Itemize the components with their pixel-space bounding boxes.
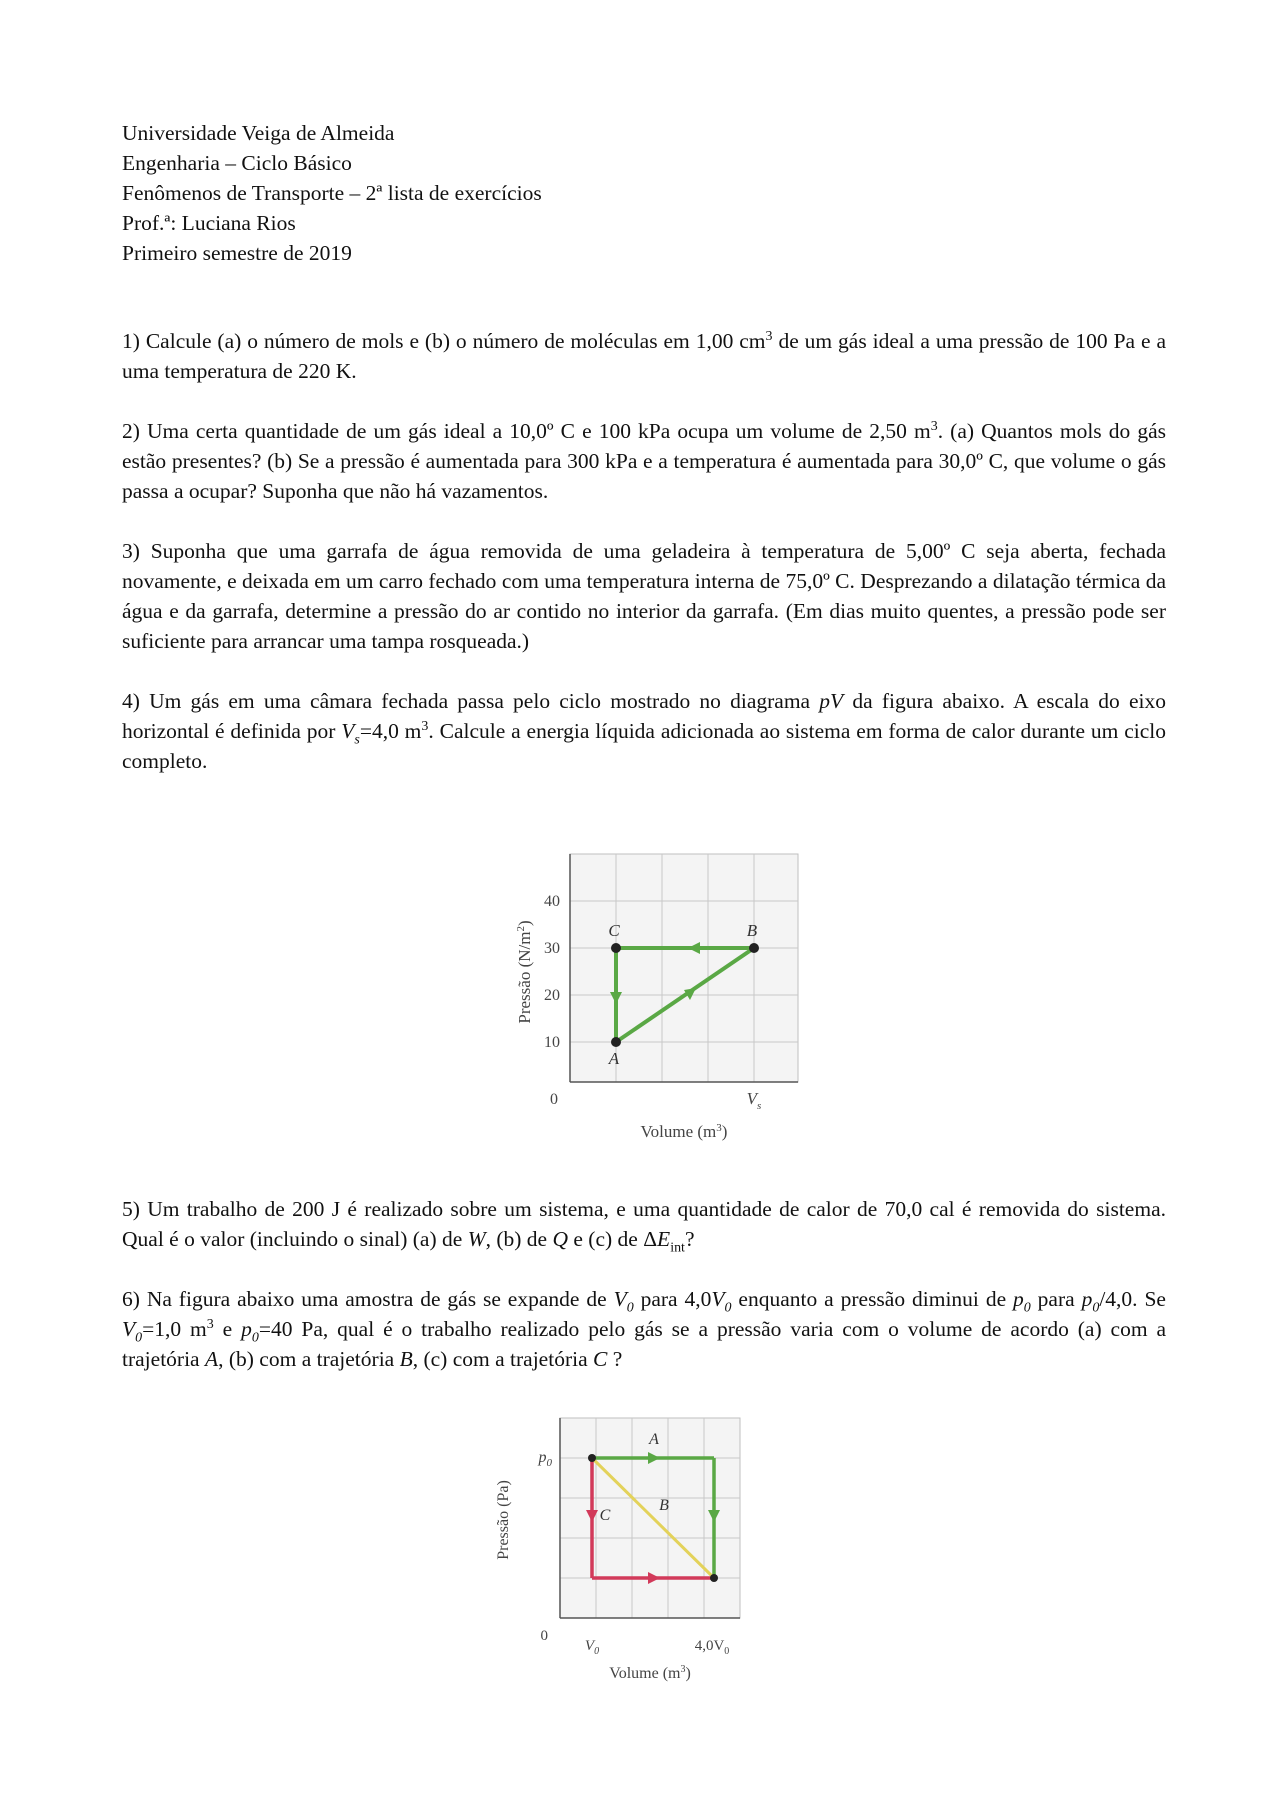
point-c-label: C bbox=[608, 921, 620, 940]
header-subject: Fenômenos de Transporte – 2ª lista de exercícios bbox=[122, 181, 542, 205]
y-axis-label: Pressão $(N/m^2)$ bbox=[515, 920, 534, 1024]
x-axis-label: Volume $(m^3)$ bbox=[640, 1122, 728, 1141]
document-page-lower bbox=[122, 1194, 1166, 1374]
point-b-marker bbox=[749, 943, 759, 953]
plot-area bbox=[570, 854, 798, 1082]
y-tick-10: 10 bbox=[544, 1034, 560, 1051]
x-tick-4v0: $4,0V_0$ bbox=[694, 1638, 730, 1657]
point-b-label: B bbox=[746, 921, 758, 940]
exercise-3: 3) Suponha que uma garrafa de água removida de uma geladeira à temperatura de 5,00º C seja aberta, fechada novamente, e deixada em um carro fechado com uma temperatura interna de 75,0º C. Desprezando a dilatação térmica da água e da garrafa, determine a pressão do ar contido no interior da garrafa. (Em dias muito quentes, a pressão pode ser suficiente para arrancar uma tampa rosqueada.) bbox=[122, 539, 1166, 653]
end-point-marker bbox=[710, 1574, 718, 1582]
header-university: Universidade Veiga de Almeida bbox=[122, 121, 395, 145]
exercise-6: 6) Na figura abaixo uma amostra de gás se expande de $V_0$ para $4,0V_0$ enquanto a pressão diminui de $p_0$ para $p_0/4,0$. Se $V_0=1,0$ $m^3$ e $p_0=40$ Pa, qual é o trabalho realizado pelo gás se a pressão varia com o volume de acordo (a) com a trajetória A, (b) com a trajetória B, (c) com a trajetória C ? bbox=[122, 1287, 1166, 1371]
document-header bbox=[122, 118, 1166, 268]
header-course: Engenharia – Ciclo Básico bbox=[122, 151, 352, 175]
pv-cycle-diagram bbox=[500, 832, 840, 1152]
header-semester: Primeiro semestre de 2019 bbox=[122, 241, 352, 265]
x-axis-label: Volume $(m^3)$ bbox=[609, 1664, 691, 1682]
y-tick-40: 40 bbox=[544, 893, 560, 910]
path-a-label: A bbox=[649, 1431, 659, 1448]
y-tick-20: 20 bbox=[544, 987, 560, 1004]
figure-paths bbox=[480, 1410, 770, 1700]
x-tick-0: 0 bbox=[540, 1628, 548, 1644]
x-tick-0: 0 bbox=[550, 1091, 558, 1108]
figure-pv-cycle bbox=[500, 832, 840, 1152]
paths-diagram bbox=[480, 1410, 770, 1700]
header-professor: Prof.ª: Luciana Rios bbox=[122, 211, 296, 235]
exercise-5: 5) Um trabalho de 200 J é realizado sobre um sistema, e uma quantidade de calor de 70,0 cal é removida do sistema. Qual é o valor (incluindo o sinal) (a) de W, (b) de Q e (c) de $\Delta E_{int}$? bbox=[122, 1197, 1166, 1256]
y-tick-p0: $p_0$ bbox=[538, 1449, 552, 1469]
path-c-label: C bbox=[599, 1507, 611, 1524]
exercise-4: 4) Um gás em uma câmara fechada passa pelo ciclo mostrado no diagrama pV da figura abaixo. A escala do eixo horizontal é definida por $V_s=4,0$ $m^3$. Calcule a energia líquida adicionada ao sistema em forma de calor durante um ciclo completo. bbox=[122, 689, 1166, 773]
y-axis-label: Pressão (Pa) bbox=[495, 1480, 512, 1560]
y-tick-30: 30 bbox=[544, 940, 560, 957]
point-c-marker bbox=[611, 943, 621, 953]
exercise-2: 2) Uma certa quantidade de um gás ideal a 10,0º C e 100 kPa ocupa um volume de 2,50 $m^3$. (a) Quantos mols do gás estão presentes? (b) Se a pressão é aumentada para 300 kPa e a temperatura é aumentada para 30,0º C, que volume o gás passa a ocupar? Suponha que não há vazamentos. bbox=[122, 418, 1167, 503]
start-point-marker bbox=[588, 1454, 596, 1462]
x-tick-vs: $V_s$ bbox=[746, 1089, 762, 1112]
exercise-1: 1) Calcule (a) o número de mols e (b) o número de moléculas em 1,00 $cm^3$ de um gás ideal a uma pressão de 100 Pa e a uma temperatura de 220 K. bbox=[122, 328, 1167, 383]
path-b-label: B bbox=[659, 1497, 669, 1514]
document-page bbox=[122, 118, 1166, 776]
point-a-marker bbox=[611, 1037, 621, 1047]
x-tick-v0: $V_0$ bbox=[584, 1638, 600, 1657]
point-a-label: A bbox=[608, 1049, 620, 1068]
